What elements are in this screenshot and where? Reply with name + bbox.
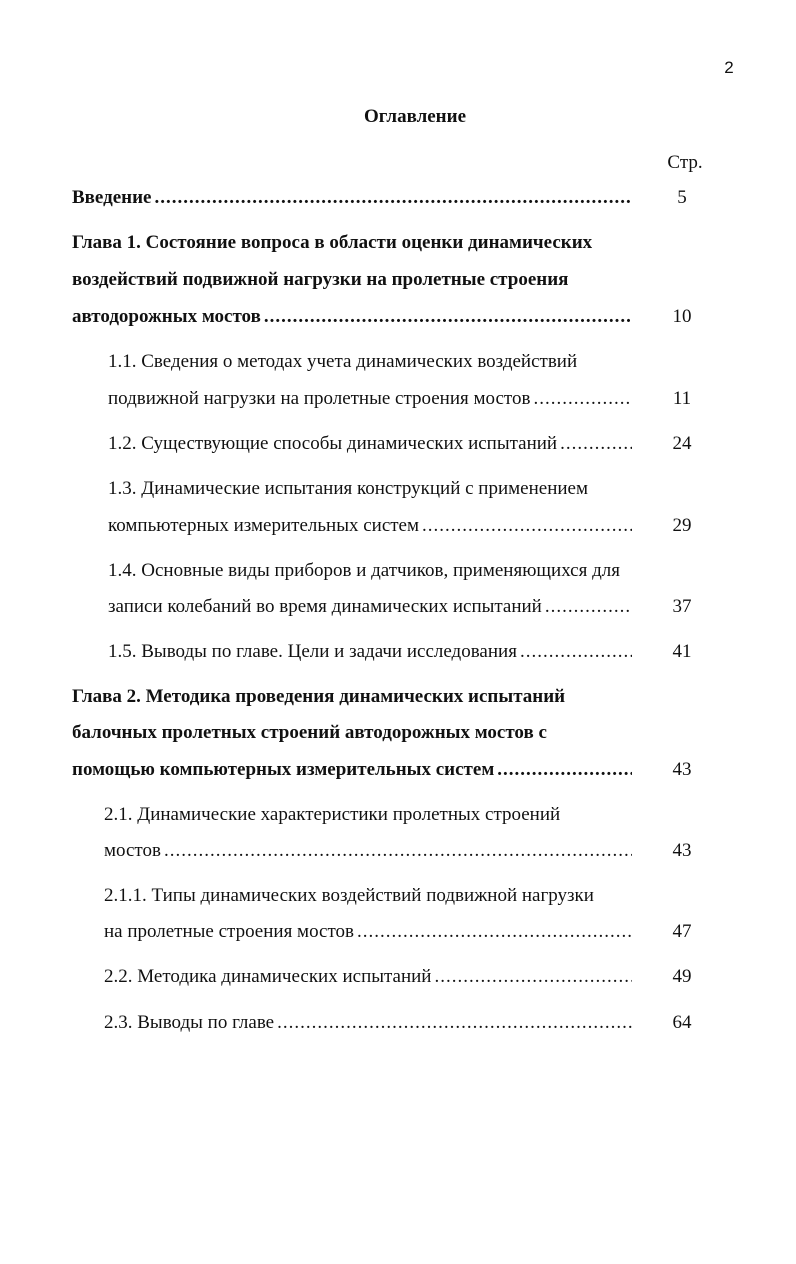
toc-entry-introduction[interactable] bbox=[72, 186, 632, 210]
toc-entry-label: 2.2. Методика динамических испытаний bbox=[104, 966, 432, 987]
toc-page-number: 49 bbox=[672, 966, 692, 987]
leader-dots bbox=[560, 432, 632, 456]
toc-entry-label: компьютерных измерительных систем bbox=[108, 515, 420, 536]
toc-title: Оглавление bbox=[363, 106, 467, 127]
toc-section-2-1-line-2[interactable] bbox=[104, 839, 632, 863]
toc-entry-label: автодорожных мостов bbox=[72, 306, 261, 327]
toc-page-number: 37 bbox=[672, 596, 692, 617]
leader-dots bbox=[155, 186, 633, 210]
toc-section-1-3-line-1[interactable]: 1.3. Динамические испытания конструкций с применением bbox=[108, 478, 588, 499]
leader-dots bbox=[497, 758, 632, 782]
toc-section-2-1-1-line-2[interactable] bbox=[104, 920, 632, 944]
page-number: 2 bbox=[724, 58, 734, 77]
toc-section-1-1-line-1[interactable]: 1.1. Сведения о методах учета динамических воздействий bbox=[108, 351, 578, 372]
toc-section-2-2[interactable] bbox=[104, 965, 632, 989]
toc-chapter-2-line-2[interactable]: балочных пролетных строений автодорожных мостов с bbox=[72, 722, 547, 743]
toc-entry-label: 1.5. Выводы по главе. Цели и задачи исследования bbox=[108, 641, 517, 662]
leader-dots bbox=[533, 387, 632, 411]
toc-page-number: 47 bbox=[672, 921, 692, 942]
toc-section-1-1-line-2[interactable] bbox=[108, 387, 632, 411]
toc-section-1-4-line-1[interactable]: 1.4. Основные виды приборов и датчиков, применяющихся для bbox=[108, 560, 620, 581]
toc-entry-label: мостов bbox=[104, 840, 161, 861]
leader-dots bbox=[545, 595, 632, 619]
toc-section-1-3-line-2[interactable] bbox=[108, 514, 632, 538]
leader-dots bbox=[434, 965, 632, 989]
leader-dots bbox=[264, 305, 632, 329]
toc-chapter-1-line-1[interactable]: Глава 1. Состояние вопроса в области оценки динамических bbox=[72, 232, 593, 253]
toc-section-2-1-line-1[interactable]: 2.1. Динамические характеристики пролетных строений bbox=[104, 804, 561, 825]
toc-chapter-2-line-3[interactable] bbox=[72, 758, 632, 782]
leader-dots bbox=[277, 1011, 632, 1035]
toc-entry-label: 1.2. Существующие способы динамических испытаний bbox=[108, 433, 558, 454]
toc-section-1-4-line-2[interactable] bbox=[108, 595, 632, 619]
toc-entry-label: 2.3. Выводы по главе bbox=[104, 1012, 275, 1033]
leader-dots bbox=[520, 640, 632, 664]
toc-page-number: 5 bbox=[677, 187, 687, 208]
leader-dots bbox=[164, 839, 632, 863]
leader-dots bbox=[357, 920, 632, 944]
toc-chapter-1-line-2[interactable]: воздействий подвижной нагрузки на пролетные строения bbox=[72, 269, 569, 290]
toc-page-number: 43 bbox=[672, 840, 692, 861]
toc-chapter-1-line-3[interactable] bbox=[72, 305, 632, 329]
toc-page-number: 29 bbox=[672, 515, 692, 536]
toc-section-2-3[interactable] bbox=[104, 1011, 632, 1035]
toc-page-number: 41 bbox=[672, 641, 692, 662]
toc-page-number: 64 bbox=[672, 1012, 692, 1033]
leader-dots bbox=[422, 514, 632, 538]
toc-entry-label: помощью компьютерных измерительных систем bbox=[72, 759, 495, 780]
toc-entry-label: Введение bbox=[72, 187, 152, 208]
toc-section-1-5[interactable] bbox=[108, 640, 632, 664]
toc-section-1-2[interactable] bbox=[108, 432, 632, 456]
page-column-header: Стр. bbox=[667, 152, 703, 173]
toc-page-number: 11 bbox=[672, 388, 692, 409]
toc-entry-label: на пролетные строения мостов bbox=[104, 921, 355, 942]
toc-entry-label: подвижной нагрузки на пролетные строения мостов bbox=[108, 388, 531, 409]
toc-page-number: 24 bbox=[672, 433, 692, 454]
toc-chapter-2-line-1[interactable]: Глава 2. Методика проведения динамических испытаний bbox=[72, 686, 566, 707]
toc-entry-label: записи колебаний во время динамических испытаний bbox=[108, 596, 542, 617]
toc-section-2-1-1-line-1[interactable]: 2.1.1. Типы динамических воздействий подвижной нагрузки bbox=[104, 885, 594, 906]
toc-page-number: 10 bbox=[672, 306, 692, 327]
toc-page-number: 43 bbox=[672, 759, 692, 780]
